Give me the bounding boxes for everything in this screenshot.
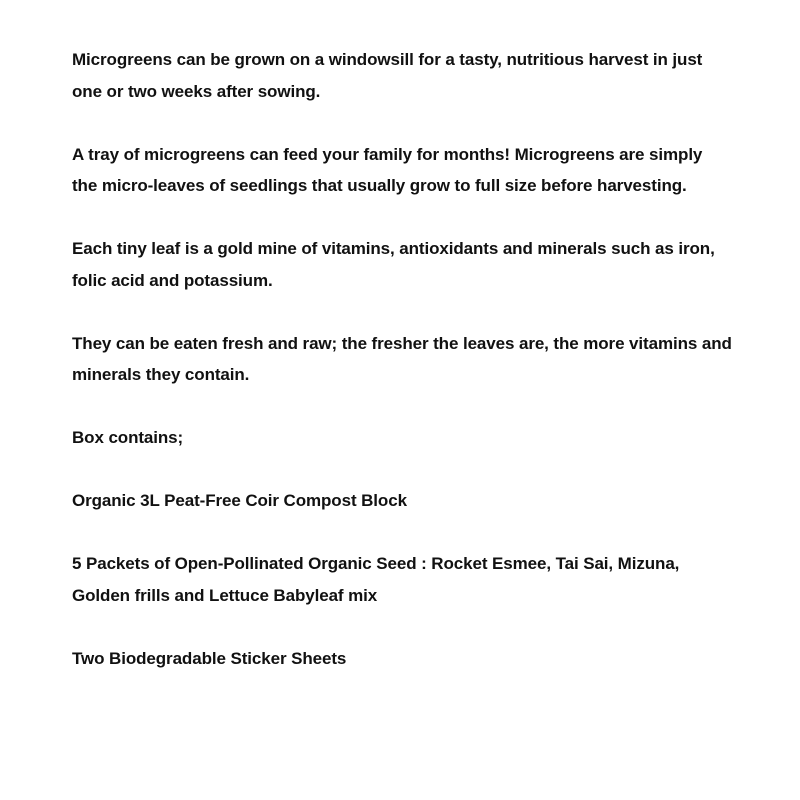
paragraph-intro: Microgreens can be grown on a windowsill for a tasty, nutritious harvest in just one or two weeks after sowing. [72,50,703,101]
box-item-stickers: Two Biodegradable Sticker Sheets [72,648,347,668]
box-item-compost: Organic 3L Peat-Free Coir Compost Block [72,491,407,510]
paragraph-tray: A tray of microgreens can feed your family for months! Microgreens are simply the micro-leaves of seedlings that usually grow to full size before harvesting. [72,144,703,195]
paragraph-nutrients: Each tiny leaf is a gold mine of vitamins, antioxidants and minerals such as iron, folic acid and potassium. [72,239,715,290]
box-contents-heading: Box contains; [72,428,184,447]
paragraph-freshness: They can be eaten fresh and raw; the fresher the leaves are, the more vitamins and minerals they contain. [72,333,732,384]
product-description [72,44,762,706]
box-item-seeds: 5 Packets of Open-Pollinated Organic Seed : Rocket Esmee, Tai Sai, Mizuna, Golden frills and Lettuce Babyleaf mix [72,554,680,605]
